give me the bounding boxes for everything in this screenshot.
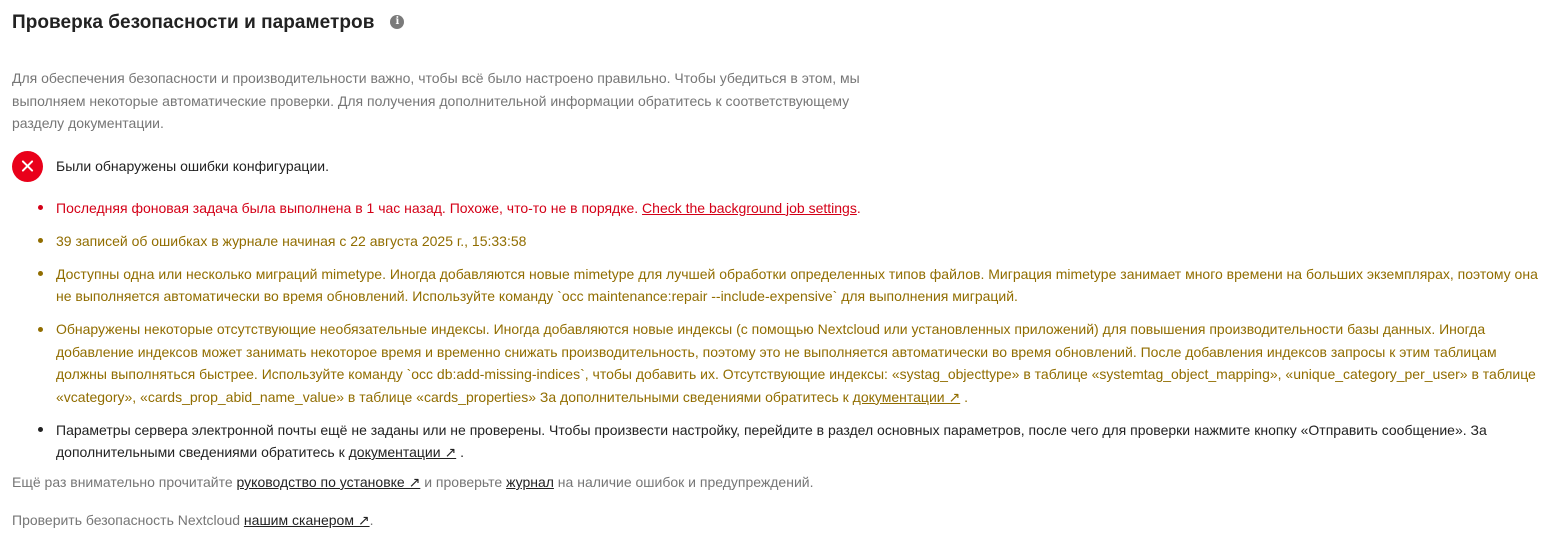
footer-text: Проверить безопасность Nextcloud bbox=[12, 511, 244, 528]
intro-description: Для обеспечения безопасности и производительности важно, чтобы всё было настроено правильно. Чтобы убедиться в этом, мы выполняем некоторые автоматические проверки. Для получения дополнительной информации обратитесь к соответствующему разделу документации. bbox=[12, 70, 860, 131]
issue-mimetype-migrations bbox=[56, 263, 1547, 308]
issue-background-job bbox=[56, 197, 1547, 220]
issues-list bbox=[12, 197, 1547, 464]
log-link[interactable]: журнал bbox=[506, 474, 554, 490]
error-x-icon bbox=[12, 151, 43, 182]
issue-text: Обнаружены некоторые отсутствующие необязательные индексы. Иногда добавляются новые индексы (с помощью Nextcloud или установленных приложений) для повышения производительности базы данных. Иногда добавление индексов может занимать некоторое время и временно снижать производительность, поэтому это не выполняется автоматически во время обновлений. После добавления индексов запросы к этим таблицам должны выполняться быстрее. Используйте команду `occ db:add-missing-indices`, чтобы добавить их. Отсутствующие индексы: «systag_objecttype» в таблице «systemtag_object_mapping», «unique_category_per_user» в таблице «vcategory», «cards_prop_abid_name_value» в таблице «cards_properties» За дополнительными сведениями обратитесь к bbox=[56, 321, 1536, 405]
page-title: Проверка безопасности и параметров bbox=[12, 12, 375, 33]
install-guide-line bbox=[12, 471, 1547, 494]
issue-text: 39 записей об ошибках в журнале начиная с 22 августа 2025 г., 15:33:58 bbox=[56, 232, 527, 249]
issue-email-server bbox=[56, 419, 1547, 464]
footer-text: и проверьте bbox=[420, 474, 507, 490]
section-header bbox=[12, 0, 1547, 46]
footer-text: . bbox=[369, 511, 374, 528]
issue-suffix: . bbox=[856, 199, 861, 216]
issue-text: Доступны одна или несколько миграций mimetype. Иногда добавляются новые mimetype для лучшей обработки определенных типов файлов. Миграция mimetype занимает много времени на больших экземплярах, поэтому она не выполняется автоматически во время обновлений. Используйте команду `occ maintenance:repair --include-expensive` для выполнения миграций. bbox=[56, 265, 1538, 304]
install-guide-link[interactable]: руководство по установке ↗ bbox=[236, 474, 421, 490]
scanner-line bbox=[12, 509, 1547, 532]
issue-log-errors bbox=[56, 230, 1547, 253]
scanner-link[interactable]: нашим сканером ↗ bbox=[243, 511, 370, 528]
footer-text: Ещё раз внимательно прочитайте bbox=[12, 474, 237, 490]
footer-text: на наличие ошибок и предупреждений. bbox=[553, 474, 814, 490]
issue-suffix: . bbox=[456, 444, 464, 460]
documentation-link[interactable]: документации ↗ bbox=[348, 444, 457, 460]
issue-text: Последняя фоновая задача была выполнена в 1 час назад. Похоже, что-то не в порядке. bbox=[56, 199, 643, 216]
issue-suffix: . bbox=[960, 388, 968, 405]
issue-missing-indices bbox=[56, 318, 1547, 408]
issue-text: Параметры сервера электронной почты ещё не заданы или не проверены. Чтобы произвести настройку, перейдите в раздел основных параметров, после чего для проверки нажмите кнопку «Отправить сообщение». За дополнительными сведениями обратитесь к bbox=[56, 421, 1487, 460]
background-job-settings-link[interactable]: Check the background job settings bbox=[642, 199, 857, 216]
config-errors-alert bbox=[12, 151, 1547, 183]
alert-text: Были обнаружены ошибки конфигурации. bbox=[56, 158, 329, 175]
documentation-link[interactable]: документации ↗ bbox=[852, 388, 961, 405]
info-icon[interactable]: i bbox=[390, 15, 404, 29]
